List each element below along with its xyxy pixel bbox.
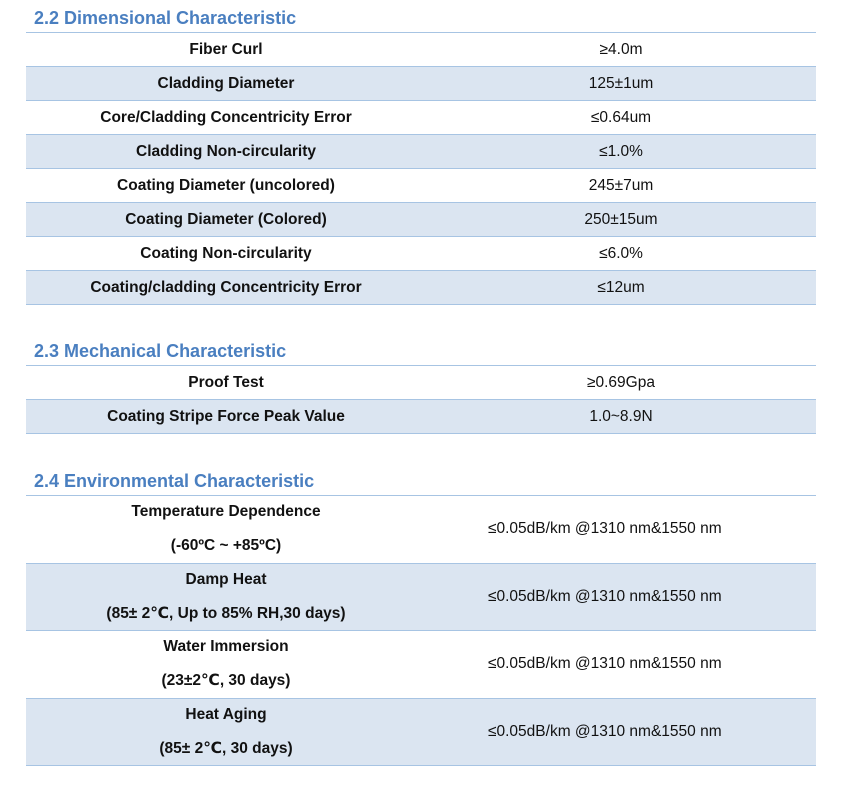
row-label: Proof Test [188, 373, 264, 391]
row-label-group [26, 630, 426, 698]
table-row [26, 101, 816, 135]
row-value: 125±1um [588, 74, 654, 92]
row-value: ≥4.0m [599, 40, 643, 58]
row-value: ≤0.64um [590, 108, 652, 126]
row-label: Heat Aging [185, 705, 267, 723]
row-label: Damp Heat [185, 570, 267, 588]
row-value: ≤1.0% [599, 142, 643, 160]
section-title: 2.4 Environmental Characteristic [26, 466, 816, 496]
section-title: 2.2 Dimensional Characteristic [26, 3, 816, 33]
table-row [26, 564, 816, 632]
row-value: ≤12um [597, 278, 645, 296]
row-label: Coating Non-circularity [140, 244, 312, 262]
table-row [26, 67, 816, 101]
section-mechanical [26, 336, 816, 434]
table-row [26, 400, 816, 434]
row-label: Temperature Dependence [131, 503, 321, 521]
row-label: Core/Cladding Concentricity Error [100, 108, 352, 126]
row-label: Coating/cladding Concentricity Error [90, 278, 362, 296]
row-label: Coating Diameter (Colored) [125, 210, 327, 228]
table-row [26, 33, 816, 67]
table-row [26, 631, 816, 699]
row-condition: (-60ºC ~ +85ºC) [170, 537, 282, 555]
row-label-group [26, 698, 426, 766]
table-row [26, 366, 816, 400]
row-value: ≤0.05dB/km @1310 nm&1550 nm [488, 722, 722, 740]
table-row [26, 699, 816, 767]
row-value: ≤0.05dB/km @1310 nm&1550 nm [488, 520, 722, 538]
table-row [26, 271, 816, 305]
row-value: 1.0~8.9N [589, 407, 653, 425]
row-label: Cladding Non-circularity [136, 142, 316, 160]
row-label: Water Immersion [163, 638, 289, 656]
table-row [26, 237, 816, 271]
row-condition: (23±2℃, 30 days) [161, 672, 291, 690]
section-environmental [26, 466, 816, 766]
row-label: Cladding Diameter [157, 74, 295, 92]
row-value: 245±7um [588, 176, 654, 194]
table-row [26, 496, 816, 564]
row-condition: (85± 2℃, Up to 85% RH,30 days) [106, 604, 346, 622]
row-label: Coating Stripe Force Peak Value [107, 407, 345, 425]
row-value: ≤0.05dB/km @1310 nm&1550 nm [488, 587, 722, 605]
row-value: ≥0.69Gpa [587, 373, 655, 391]
row-value: 250±15um [584, 210, 658, 228]
row-label-group [26, 563, 426, 631]
row-value: ≤6.0% [599, 244, 643, 262]
row-label: Coating Diameter (uncolored) [117, 176, 335, 194]
row-condition: (85± 2℃, 30 days) [159, 739, 293, 757]
table-row [26, 203, 816, 237]
table-row [26, 135, 816, 169]
row-value: ≤0.05dB/km @1310 nm&1550 nm [488, 655, 722, 673]
section-dimensional [26, 3, 816, 305]
table-row [26, 169, 816, 203]
section-title: 2.3 Mechanical Characteristic [26, 336, 816, 366]
row-label: Fiber Curl [189, 40, 263, 58]
row-label-group [26, 495, 426, 563]
